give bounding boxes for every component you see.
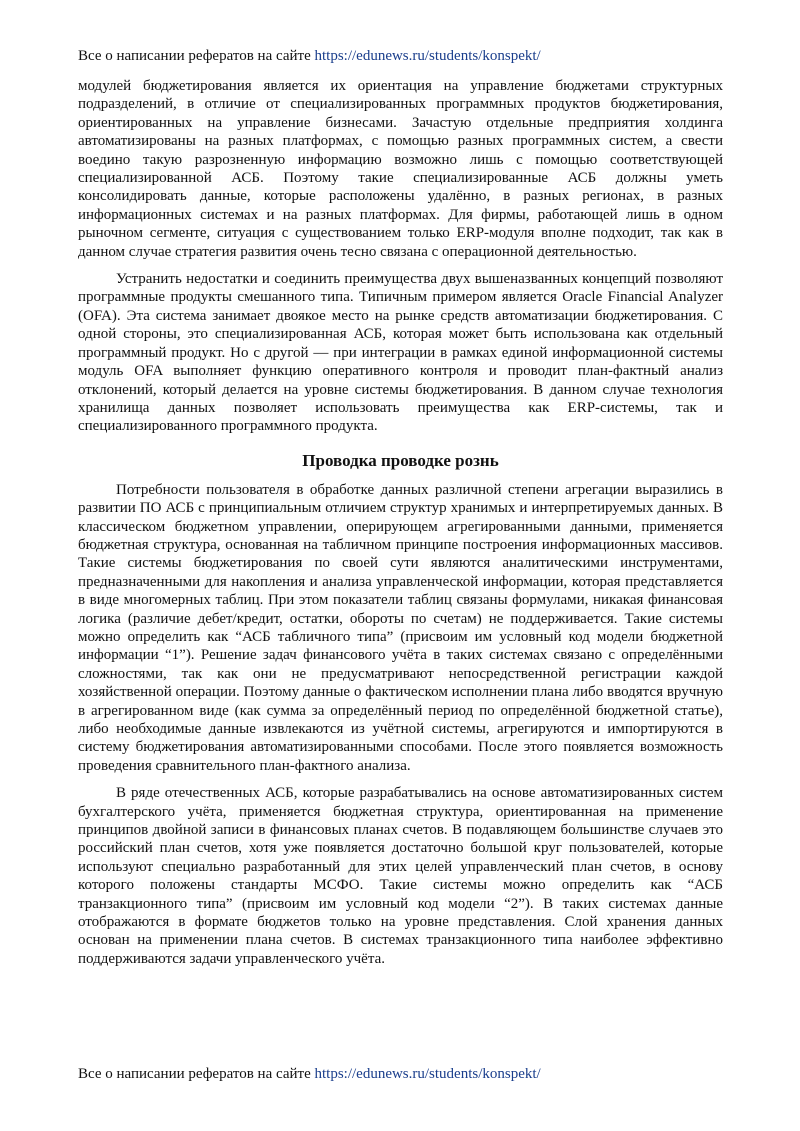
section-heading: Проводка проводке рознь [302, 450, 499, 470]
footer-text: Все о написании рефератов на сайте [78, 1066, 311, 1082]
document-body [78, 77, 723, 968]
footer-link[interactable]: https://edunews.ru/students/konspekt/ [314, 1066, 541, 1082]
page-footer [78, 1065, 541, 1083]
paragraph: Устранить недостатки и соединить преимущества двух вышеназванных концепций позволяют программные продукты смешанного типа. Типичным примером является Oracle Financial Analyzer (OFA). Эта система занимает двоякое место на рынке средств автоматизации бюджетирования. С одной стороны, это специализированная АСБ, которая может быть использована как отдельный программный продукт. Но с другой — при интеграции в рамках единой информационной системы модуль OFA выполняет функцию оперативного контроля и проводит план-фактный анализ отклонений, который делается на уровне системы бюджетирования. В данном случае технология хранилища данных позволяет использовать преимущества как ERP-системы, так и специализированного программного продукта. [78, 271, 723, 435]
header-link[interactable]: https://edunews.ru/students/konspekt/ [314, 48, 541, 64]
paragraph: Потребности пользователя в обработке данных различной степени агрегации выразились в развитии ПО АСБ с принципиальным отличием структур хранимых и интерпретируемых данных. В классическом бюджетном управлении, оперирующем агрегированными данными, применяется бюджетная структура, основанная на табличном принципе построения информационных массивов. Такие системы бюджетирования по своей сути являются аналитическими инструментами, предназначенными для накопления и анализа управленческой информации, которая представляется в виде многомерных таблиц. При этом показатели таблиц связаны формулами, никакая финансовая логика (различие дебет/кредит, остатки, обороты по счетам) не поддерживается. Такие системы можно определить как “АСБ табличного типа” (присвоим им условный код модели бюджетной информации “1”). Решение задач финансового учёта в таких системах связано с определёнными сложностями, так как они не предусматривают непосредственной регистрации каждой хозяйственной операции. Поэтому данные о фактическом исполнении плана либо вводятся вручную в агрегированном виде (как сумма за определённый период по определённой бюджетной статье), либо необходимые данные извлекаются из учётной системы, агрегируются и импортируются в систему бюджетирования автоматизированными способами. После этого появляется возможность проведения сравнительного план-фактного анализа. [78, 481, 723, 774]
paragraph: модулей бюджетирования является их ориентация на управление бюджетами структурных подразделений, в отличие от специализированных программных продуктов бюджетирования, ориентированных на управление бизнесами. Зачастую отдельные предприятия холдинга автоматизированы на разных платформах, с помощью разных программных систем, а свести воедино такую разрозненную информацию возможно лишь с помощью соответствующей специализированной АСБ. Поэтому такие специализированные АСБ должны уметь консолидировать данные, которые расположены удалённо, в разных регионах, в разных информационных системах и на разных платформах. Для фирмы, работающей лишь в одном рыночном сегменте, ситуация с существованием только ERP-модуля вполне подходит, так как в данном случае стратегия развития очень тесно связана с операционной деятельностью. [78, 78, 723, 260]
header-text: Все о написании рефератов на сайте [78, 48, 311, 64]
page-header [78, 47, 541, 65]
paragraph: В ряде отечественных АСБ, которые разрабатывались на основе автоматизированных систем бухгалтерского учёта, применяется бюджетная структура, ориентированная на применение принципов двойной записи в финансовых планах счетов. В подавляющем большинстве случаев это российский план счетов, хотя уже появляется достаточно большой круг пользователей, которые используют специально разработанный для этих целей управленческий план счетов, в основу которого положены стандарты МСФО. Такие системы можно определить как “АСБ транзакционного типа” (присвоим им условный код модели “2”). В таких системах данные отображаются в формате бюджетов только на уровне представления. Слой хранения данных основан на применении плана счетов. В системах транзакционного типа наиболее эффективно поддерживаются задачи управленческого учёта. [78, 785, 723, 967]
